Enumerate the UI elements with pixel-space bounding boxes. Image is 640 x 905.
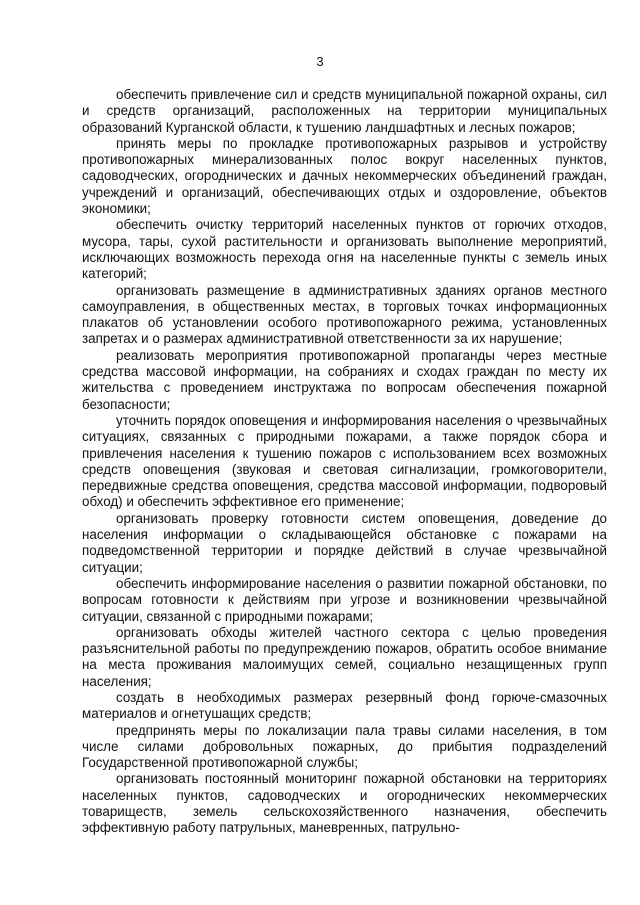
paragraph-5: реализовать мероприятия противопожарной пропаганды через местные средства массовой информации, на собраниях и сходах граждан по месту их жительства с проведением инструктажа по вопросам обеспечения пожарной безопасности; [82,347,607,412]
paragraph-3: обеспечить очистку территорий населенных пунктов от горючих отходов, мусора, тары, сухой растительности и организовать выполнение мероприятий, исключающих возможность перехода огня на населенные пункты с земель иных категорий; [82,217,607,282]
paragraph-1: обеспечить привлечение сил и средств муниципальной пожарной охраны, сил и средств организаций, расположенных на территории муниципальных образований Курганской области, к тушению ландшафтных и лесных пожаров; [82,87,607,135]
paragraph-4: организовать размещение в административных зданиях органов местного самоуправления, в общественных местах, в торговых точках информационных плакатов об установлении особого противопожарного режима, установленных запретах и о размерах административной ответственности за их нарушение; [82,282,607,347]
page-number: 3 [316,54,324,69]
paragraph-10: создать в необходимых размерах резервный фонд горюче-смазочных материалов и огнетушащих средств; [82,689,607,722]
paragraph-9: организовать обходы жителей частного сектора с целью проведения разъяснительной работы по предупреждению пожаров, обратить особое внимание на места проживания малоимущих семей, социально незащищенных групп населения; [82,624,607,689]
paragraph-6: уточнить порядок оповещения и информирования населения о чрезвычайных ситуациях, связанных с природными пожарами, а также порядок сбора и привлечения населения к тушению пожаров с использованием всех возможных средств оповещения (звуковая и световая сигнализации, громкоговорители, передвижные средства оповещения, средства массовой информации, подворовый обход) и обеспечить эффективное его применение; [82,412,607,510]
document-body [82,87,607,837]
paragraph-7: организовать проверку готовности систем оповещения, доведение до населения информации о складывающейся обстановке с пожарами на подведомственной территории и порядке действий в случае чрезвычайной ситуации; [82,510,607,575]
paragraph-8: обеспечить информирование населения о развитии пожарной обстановки, по вопросам готовности к действиям при угрозе и возникновении чрезвычайной ситуации, связанной с природными пожарами; [82,575,607,624]
paragraph-11: предпринять меры по локализации пала травы силами населения, в том числе силами добровольных пожарных, до прибытия подразделений Государственной противопожарной службы; [82,722,607,771]
paragraph-2: принять меры по прокладке противопожарных разрывов и устройству противопожарных минерализованных полос вокруг населенных пунктов, садоводческих, огороднических и дачных некоммерческих объединений граждан, учреждений и организаций, обеспечивающих отдых и оздоровление, объектов экономики; [82,135,607,217]
paragraph-12: организовать постоянный мониторинг пожарной обстановки на территориях населенных пунктов, садоводческих и огороднических некоммерческих товариществ, земель сельскохозяйственного назначения, обеспечить эффективную работу патрульных, маневренных, патрульно- [82,771,607,836]
